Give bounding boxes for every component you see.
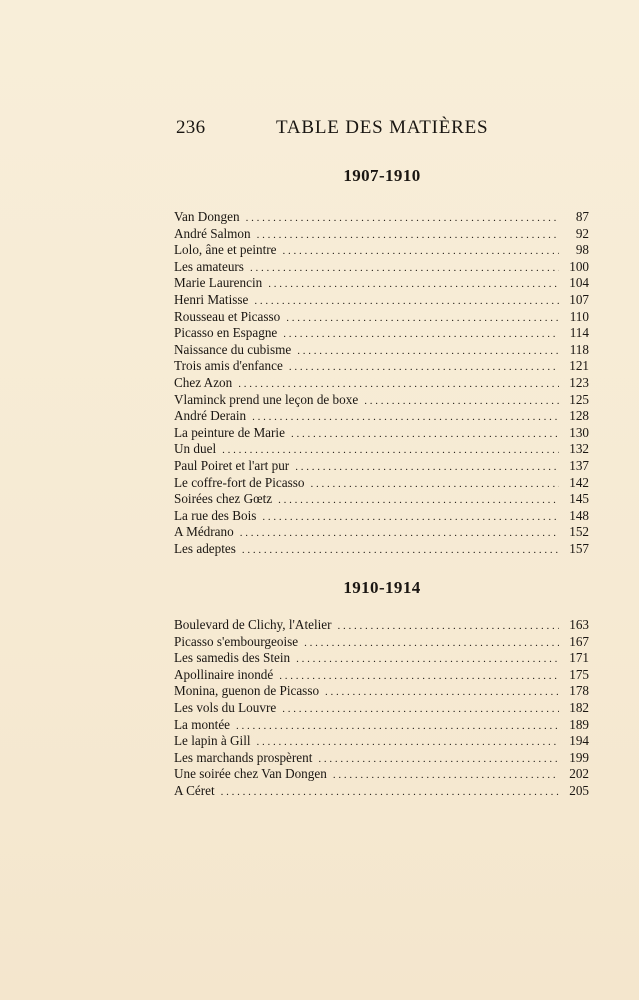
toc-entry xyxy=(174,342,589,359)
entry-page-number: 104 xyxy=(569,275,589,291)
entry-page-number: 167 xyxy=(569,633,589,649)
toc-entry xyxy=(174,766,589,783)
entry-title: Les samedis des Stein xyxy=(174,650,291,666)
entry-title: Naissance du cubisme xyxy=(174,341,292,357)
entry-title: Le lapin à Gill xyxy=(174,733,251,749)
dot-leader xyxy=(304,635,559,652)
entry-title: Les amateurs xyxy=(174,258,244,274)
entry-page-number: 205 xyxy=(569,782,589,798)
entry-title: Apollinaire inondé xyxy=(174,666,274,682)
toc-entry xyxy=(174,524,589,541)
toc-entry xyxy=(174,226,589,243)
toc-entry xyxy=(174,650,589,667)
entry-title: André Salmon xyxy=(174,225,251,241)
dot-leader xyxy=(283,326,559,343)
entry-page-number: 107 xyxy=(569,291,589,307)
entry-title: Monina, guenon de Picasso xyxy=(174,683,320,699)
toc-entry xyxy=(174,700,589,717)
toc-entry xyxy=(174,392,589,409)
toc-entry xyxy=(174,275,589,292)
entry-page-number: 142 xyxy=(569,474,589,490)
entry-title: A Médrano xyxy=(174,524,234,540)
toc-entry xyxy=(174,358,589,375)
dot-leader xyxy=(282,701,559,718)
toc-entry xyxy=(174,491,589,508)
dot-leader xyxy=(279,668,559,685)
dot-leader xyxy=(252,409,559,426)
entry-title: Vlaminck prend une leçon de boxe xyxy=(174,391,359,407)
entry-page-number: 130 xyxy=(569,424,589,440)
entry-title: Van Dongen xyxy=(174,209,240,224)
entry-page-number: 98 xyxy=(575,242,589,258)
dot-leader xyxy=(222,442,559,459)
running-title: TABLE DES MATIÈRES xyxy=(276,117,489,138)
entry-title: Marie Laurencin xyxy=(174,275,263,291)
entry-page-number: 152 xyxy=(569,524,589,540)
entry-page-number: 148 xyxy=(569,507,589,523)
dot-leader xyxy=(278,492,559,509)
entry-page-number: 125 xyxy=(569,391,589,407)
dot-leader xyxy=(286,310,559,327)
entry-page-number: 110 xyxy=(569,308,589,324)
entry-page-number: 137 xyxy=(569,457,589,473)
entry-title: Les adeptes xyxy=(174,540,236,556)
toc-entry xyxy=(174,750,589,767)
entry-title: La montée xyxy=(174,716,231,732)
dot-leader xyxy=(262,509,559,526)
entry-page-number: 87 xyxy=(575,209,589,224)
entry-title: Une soirée chez Van Dongen xyxy=(174,766,327,782)
entry-title: Chez Azon xyxy=(174,374,233,390)
toc-entry xyxy=(174,408,589,425)
entry-title: La peinture de Marie xyxy=(174,424,285,440)
entry-page-number: 128 xyxy=(569,408,589,424)
dot-leader xyxy=(295,459,559,476)
toc-entry xyxy=(174,259,589,276)
entry-page-number: 189 xyxy=(569,716,589,732)
dot-leader xyxy=(283,243,559,260)
dot-leader xyxy=(333,767,559,784)
entry-title: Le coffre-fort de Picasso xyxy=(174,474,305,490)
toc-entry xyxy=(174,309,589,326)
dot-leader xyxy=(257,734,559,751)
entry-page-number: 175 xyxy=(569,666,589,682)
toc-entry xyxy=(174,242,589,259)
page-number: 236 xyxy=(176,117,206,138)
dot-leader xyxy=(236,718,559,735)
dot-leader xyxy=(310,476,559,493)
entry-page-number: 178 xyxy=(569,683,589,699)
entry-page-number: 121 xyxy=(569,358,589,374)
dot-leader xyxy=(238,376,559,393)
toc-entry xyxy=(174,717,589,734)
entry-title: André Derain xyxy=(174,408,247,424)
entry-title: Soirées chez Gœtz xyxy=(174,491,273,507)
entry-title: Henri Matisse xyxy=(174,291,249,307)
toc-entry xyxy=(174,508,589,525)
entry-page-number: 157 xyxy=(569,540,589,556)
entry-page-number: 118 xyxy=(569,341,589,357)
dot-leader xyxy=(250,260,559,277)
toc-entry xyxy=(174,683,589,700)
entry-title: Paul Poiret et l'art pur xyxy=(174,457,290,473)
dot-leader xyxy=(221,784,559,801)
entry-title: Boulevard de Clichy, l'Atelier xyxy=(174,617,332,632)
toc-entry xyxy=(174,475,589,492)
entry-title: Rousseau et Picasso xyxy=(174,308,281,324)
dot-leader xyxy=(268,276,559,293)
entry-page-number: 163 xyxy=(569,617,589,632)
dot-leader xyxy=(318,751,559,768)
toc-entry xyxy=(174,441,589,458)
dot-leader xyxy=(297,343,559,360)
dot-leader xyxy=(242,542,559,559)
entry-title: Les marchands prospèrent xyxy=(174,749,313,765)
dot-leader xyxy=(291,426,559,443)
entry-title: Les vols du Louvre xyxy=(174,699,277,715)
toc-entry xyxy=(174,733,589,750)
dot-leader xyxy=(254,293,559,310)
toc-entry xyxy=(174,667,589,684)
toc-entry xyxy=(174,634,589,651)
entry-page-number: 182 xyxy=(569,699,589,715)
dot-leader xyxy=(364,393,559,410)
entry-title: A Céret xyxy=(174,782,215,798)
entry-page-number: 171 xyxy=(569,650,589,666)
entry-page-number: 114 xyxy=(569,325,589,341)
page-header xyxy=(176,117,588,147)
dot-leader xyxy=(325,684,559,701)
toc-entry xyxy=(174,783,589,800)
dot-leader xyxy=(246,210,559,227)
toc-entry xyxy=(174,541,589,558)
entry-page-number: 199 xyxy=(569,749,589,765)
entry-page-number: 194 xyxy=(569,733,589,749)
entry-title: La rue des Bois xyxy=(174,507,257,523)
toc-entry xyxy=(174,458,589,475)
dot-leader xyxy=(289,359,559,376)
entry-page-number: 145 xyxy=(569,491,589,507)
entry-title: Picasso en Espagne xyxy=(174,325,278,341)
entry-title: Lolo, âne et peintre xyxy=(174,242,277,258)
toc-entry xyxy=(174,375,589,392)
toc-entry xyxy=(174,292,589,309)
entry-page-number: 132 xyxy=(569,441,589,457)
entry-page-number: 92 xyxy=(575,225,589,241)
entry-page-number: 123 xyxy=(569,374,589,390)
entry-title: Un duel xyxy=(174,441,217,457)
dot-leader xyxy=(240,525,559,542)
dot-leader xyxy=(257,227,559,244)
dot-leader xyxy=(338,618,559,635)
toc-entry xyxy=(174,617,589,634)
toc-list-1910-1914 xyxy=(174,617,589,800)
entry-page-number: 202 xyxy=(569,766,589,782)
section-heading-1907-1910: 1907-1910 xyxy=(343,166,421,185)
toc-entry xyxy=(174,325,589,342)
entry-page-number: 100 xyxy=(569,258,589,274)
dot-leader xyxy=(296,651,559,668)
section-heading-1910-1914: 1910-1914 xyxy=(343,578,421,597)
toc-entry xyxy=(174,425,589,442)
entry-title: Trois amis d'enfance xyxy=(174,358,283,374)
entry-title: Picasso s'embourgeoise xyxy=(174,633,299,649)
toc-entry xyxy=(174,209,589,226)
toc-list-1907-1910 xyxy=(174,209,589,557)
